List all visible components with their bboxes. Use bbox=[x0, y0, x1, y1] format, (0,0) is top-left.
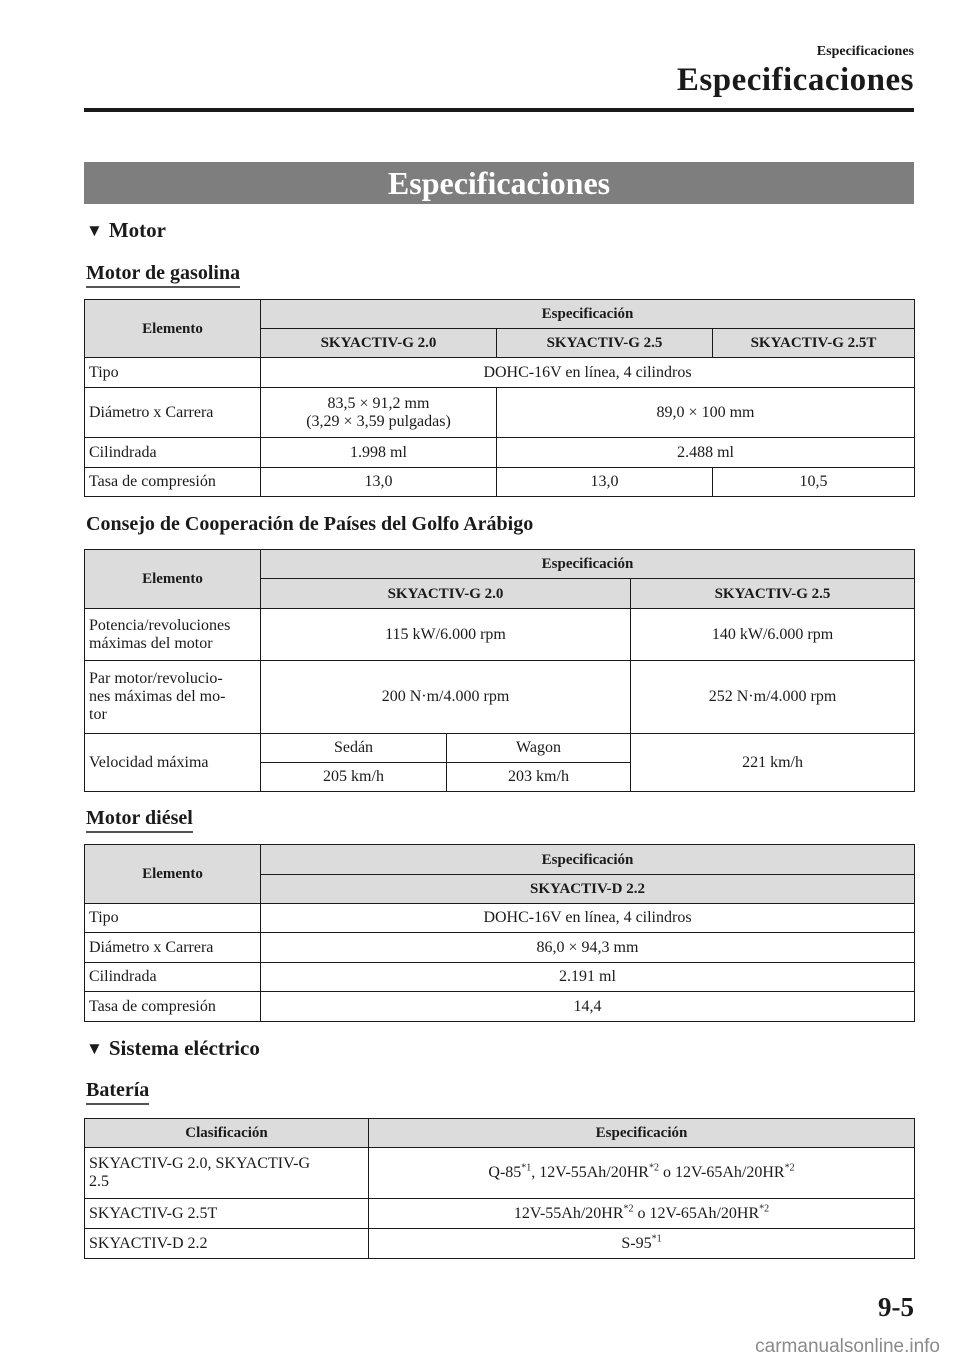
cell-value: 14,4 bbox=[261, 992, 915, 1022]
cell-value: 2.488 ml bbox=[497, 438, 915, 468]
subsection-heading-gcc: Consejo de Cooperación de Países del Golfo Arábigo bbox=[86, 513, 534, 535]
row-label: Cilindrada bbox=[85, 963, 261, 992]
battery-spec: Q-85 bbox=[488, 1164, 522, 1181]
table-row bbox=[85, 963, 915, 992]
diesel-engine-table bbox=[84, 844, 915, 1022]
col-header-variant: SKYACTIV-G 2.0 bbox=[261, 579, 631, 609]
col-header-variant: SKYACTIV-G 2.5 bbox=[497, 329, 713, 358]
col-header-especificacion: Especificación bbox=[369, 1119, 915, 1148]
table-row bbox=[85, 1199, 915, 1229]
row-label bbox=[85, 1148, 369, 1199]
section-heading-electrico bbox=[86, 1036, 260, 1061]
col-header-elemento: Elemento bbox=[85, 845, 261, 904]
col-header-especificacion: Especificación bbox=[261, 845, 915, 875]
gcc-engine-table bbox=[84, 549, 915, 792]
cell-sub-header: Wagon bbox=[447, 734, 631, 763]
cell-line: (3,29 × 3,59 pulgadas) bbox=[306, 412, 451, 430]
cell-value: DOHC-16V en línea, 4 cilindros bbox=[261, 358, 915, 388]
cell-value: 86,0 × 94,3 mm bbox=[261, 933, 915, 963]
col-header-especificacion: Especificación bbox=[261, 550, 915, 579]
section-heading-motor bbox=[86, 218, 166, 243]
cell-value: DOHC-16V en línea, 4 cilindros bbox=[261, 904, 915, 933]
col-header-elemento: Elemento bbox=[85, 550, 261, 609]
table-row bbox=[85, 933, 915, 963]
battery-spec: o 12V-65Ah/20HR bbox=[633, 1204, 760, 1222]
cell-value: 13,0 bbox=[497, 468, 713, 497]
cell-value bbox=[369, 1229, 915, 1259]
section-heading-electrico-label: Sistema eléctrico bbox=[108, 1036, 260, 1060]
battery-spec: 12V-55Ah/20HR bbox=[513, 1204, 624, 1222]
cell-value: 203 km/h bbox=[447, 763, 631, 792]
footnote-mark: *1 bbox=[521, 1162, 532, 1174]
cell-line: 83,5 × 91,2 mm bbox=[327, 394, 430, 412]
subsection-heading-gasolina: Motor de gasolina bbox=[86, 262, 240, 288]
row-label bbox=[85, 661, 261, 734]
battery-spec: , 12V-55Ah/20HR bbox=[531, 1164, 649, 1181]
table-row bbox=[85, 438, 915, 468]
table-row bbox=[85, 358, 915, 388]
cell-value bbox=[261, 388, 497, 438]
footnote-mark: *2 bbox=[623, 1203, 634, 1215]
cell-value: 221 km/h bbox=[631, 734, 915, 792]
cell-value: 252 N·m/4.000 rpm bbox=[631, 661, 915, 734]
table-row bbox=[85, 734, 915, 763]
col-header-variant: SKYACTIV-D 2.2 bbox=[261, 875, 915, 904]
col-header-variant: SKYACTIV-G 2.0 bbox=[261, 329, 497, 358]
cell-value: 10,5 bbox=[713, 468, 915, 497]
cell-value: 2.191 ml bbox=[261, 963, 915, 992]
cell-value bbox=[369, 1199, 915, 1229]
row-label: Tipo bbox=[85, 904, 261, 933]
row-label-line: 2.5 bbox=[89, 1173, 109, 1190]
running-header-chapter: Especificaciones bbox=[676, 62, 914, 98]
row-label: Diámetro x Carrera bbox=[85, 933, 261, 963]
row-label bbox=[85, 609, 261, 661]
cell-value bbox=[369, 1148, 915, 1199]
table-row bbox=[85, 661, 915, 734]
col-header-especificacion: Especificación bbox=[261, 300, 915, 329]
row-label: Cilindrada bbox=[85, 438, 261, 468]
running-header-section: Especificaciones bbox=[816, 44, 914, 59]
table-row bbox=[85, 468, 915, 497]
page-title: Especificaciones bbox=[84, 162, 914, 204]
battery-spec: S-95 bbox=[621, 1234, 652, 1252]
cell-sub-header: Sedán bbox=[261, 734, 447, 763]
row-label: Tasa de compresión bbox=[85, 992, 261, 1022]
row-label: Tasa de compresión bbox=[85, 468, 261, 497]
row-label-line: máximas del motor bbox=[89, 634, 213, 652]
row-label-line: Par motor/revolucio- bbox=[89, 670, 223, 687]
col-header-clasificacion: Clasificación bbox=[85, 1119, 369, 1148]
cell-value: 200 N·m/4.000 rpm bbox=[261, 661, 631, 734]
subsection-heading-diesel: Motor diésel bbox=[86, 807, 193, 833]
gasoline-engine-table bbox=[84, 299, 915, 497]
footnote-mark: *1 bbox=[651, 1233, 662, 1245]
cell-value: 1.998 ml bbox=[261, 438, 497, 468]
col-header-variant: SKYACTIV-G 2.5T bbox=[713, 329, 915, 358]
row-label-line: SKYACTIV-G 2.0, SKYACTIV-G bbox=[89, 1155, 311, 1172]
battery-spec: o 12V-65Ah/20HR bbox=[658, 1164, 785, 1181]
row-label-line: tor bbox=[89, 706, 107, 723]
footnote-mark: *2 bbox=[784, 1162, 795, 1174]
col-header-elemento: Elemento bbox=[85, 300, 261, 358]
battery-table bbox=[84, 1118, 915, 1259]
col-header-variant: SKYACTIV-G 2.5 bbox=[631, 579, 915, 609]
cell-value: 115 kW/6.000 rpm bbox=[261, 609, 631, 661]
footnote-mark: *2 bbox=[759, 1203, 770, 1215]
cell-value: 205 km/h bbox=[261, 763, 447, 792]
table-row bbox=[85, 904, 915, 933]
row-label: SKYACTIV-G 2.5T bbox=[85, 1199, 369, 1229]
triangle-down-icon: ▼ bbox=[86, 1038, 103, 1058]
section-heading-motor-label: Motor bbox=[108, 218, 166, 242]
cell-value: 140 kW/6.000 rpm bbox=[631, 609, 915, 661]
triangle-down-icon: ▼ bbox=[86, 220, 103, 240]
table-row bbox=[85, 1229, 915, 1259]
row-label-line: nes máximas del mo- bbox=[89, 688, 226, 705]
row-label: Tipo bbox=[85, 358, 261, 388]
row-label: Diámetro x Carrera bbox=[85, 388, 261, 438]
table-row bbox=[85, 388, 915, 438]
row-label: Velocidad máxima bbox=[85, 734, 261, 792]
footnote-mark: *2 bbox=[648, 1162, 659, 1174]
cell-value: 13,0 bbox=[261, 468, 497, 497]
cell-value: 89,0 × 100 mm bbox=[497, 388, 915, 438]
header-rule bbox=[84, 108, 914, 112]
row-label: SKYACTIV-D 2.2 bbox=[85, 1229, 369, 1259]
table-row bbox=[85, 1148, 915, 1199]
row-label-line: Potencia/revoluciones bbox=[89, 616, 231, 634]
table-row bbox=[85, 609, 915, 661]
watermark: carmanualsonline.info bbox=[755, 1336, 940, 1357]
subsection-heading-bateria: Batería bbox=[86, 1079, 149, 1105]
page-number: 9-5 bbox=[878, 1292, 914, 1322]
table-row bbox=[85, 992, 915, 1022]
